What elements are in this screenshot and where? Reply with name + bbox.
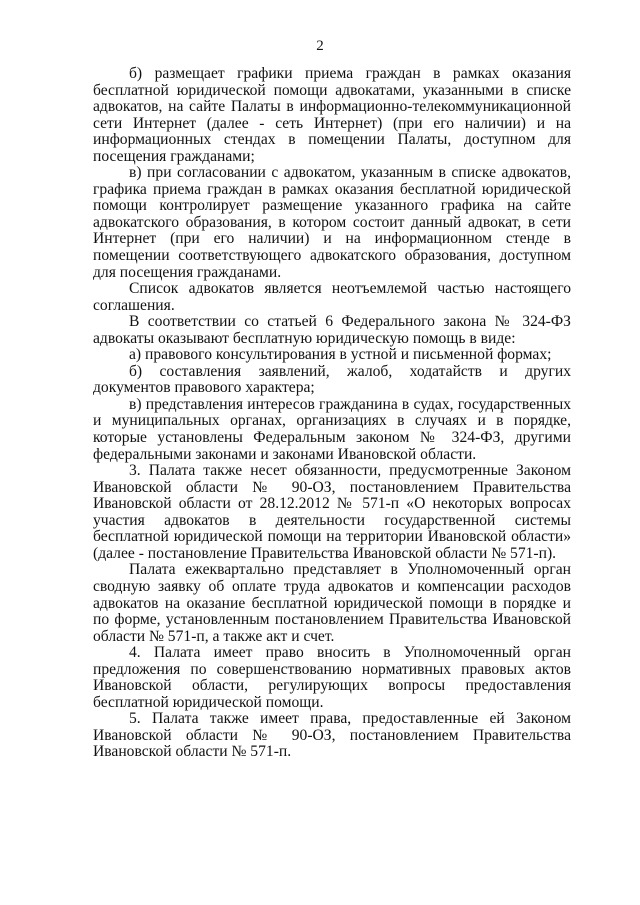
paragraph-article-6: В соответствии со статьей 6 Федерального закона № 324-ФЗ адвокаты оказывают бесплатную юридическую помощь в виде: (93, 313, 571, 347)
page-number: 2 (316, 38, 324, 54)
paragraph-v-representation: в) представления интересов гражданина в судах, государственных и муниципальных органах, организациях в случаях и в порядке, которые установлены Федеральным законом № 324-ФЗ, другими федеральными законами и законами Ивановской области. (93, 395, 571, 463)
document-body (93, 66, 571, 761)
paragraph-5-rights: 5. Палата также имеет права, предоставленные ей Законом Ивановской области № 90-ОЗ, постановлением Правительства Ивановской области № 571-п. (93, 710, 571, 761)
paragraph-b-documents: б) составления заявлений, жалоб, ходатайств и других документов правового характера; (93, 362, 571, 397)
paragraph-a-consulting: а) правового консультирования в устной и письменной формах; (129, 346, 552, 364)
paragraph-3-obligations: 3. Палата также несет обязанности, предусмотренные Законом Ивановской области № 90-ОЗ, постановлением Правительства Ивановской области от 28.12.2012 № 571-п «О некоторых вопросах участия адвокатов в деятельности государственной системы бесплатной юридической помощи на территории Ивановской области» (далее - постановление Правительства Ивановской области № 571-п). (93, 462, 571, 562)
paragraph-lawyer-list: Список адвокатов является неотъемлемой частью настоящего соглашения. (93, 280, 571, 314)
paragraph-quarterly-request: Палата ежеквартально представляет в Уполномоченный орган сводную заявку об оплате труда адвокатов и компенсации расходов адвокатов на оказание бесплатной юридической помощи в порядке и по форме, установленным постановлением Правительства Ивановской области № 571-п, а также акт и счет. (93, 561, 571, 645)
paragraph-b-schedules: б) размещает графики приема граждан в рамках оказания бесплатной юридической помощи адвокатами, указанными в списке адвокатов, на сайте Палаты в информационно-телекоммуникационной сети Интернет (далее - сеть Интернет) (при его наличии) и на информационных стендах в помещении Палаты, доступном для посещения гражданами; (93, 65, 571, 165)
paragraph-v-agreement: в) при согласовании с адвокатом, указанным в списке адвокатов, графика приема граждан в рамках оказания бесплатной юридической помощи контролирует размещение указанного графика на сайте адвокатского образования, в котором состоит данный адвокат, в сети Интернет (при его наличии) и на информационном стенде в помещении соответствующего адвокатского образования, доступном для посещения гражданами. (93, 164, 571, 281)
paragraph-4-rights: 4. Палата имеет право вносить в Уполномоченный орган предложения по совершенствованию нормативных правовых актов Ивановской области, регулирующих вопросы предоставления бесплатной юридической помощи. (93, 644, 571, 711)
